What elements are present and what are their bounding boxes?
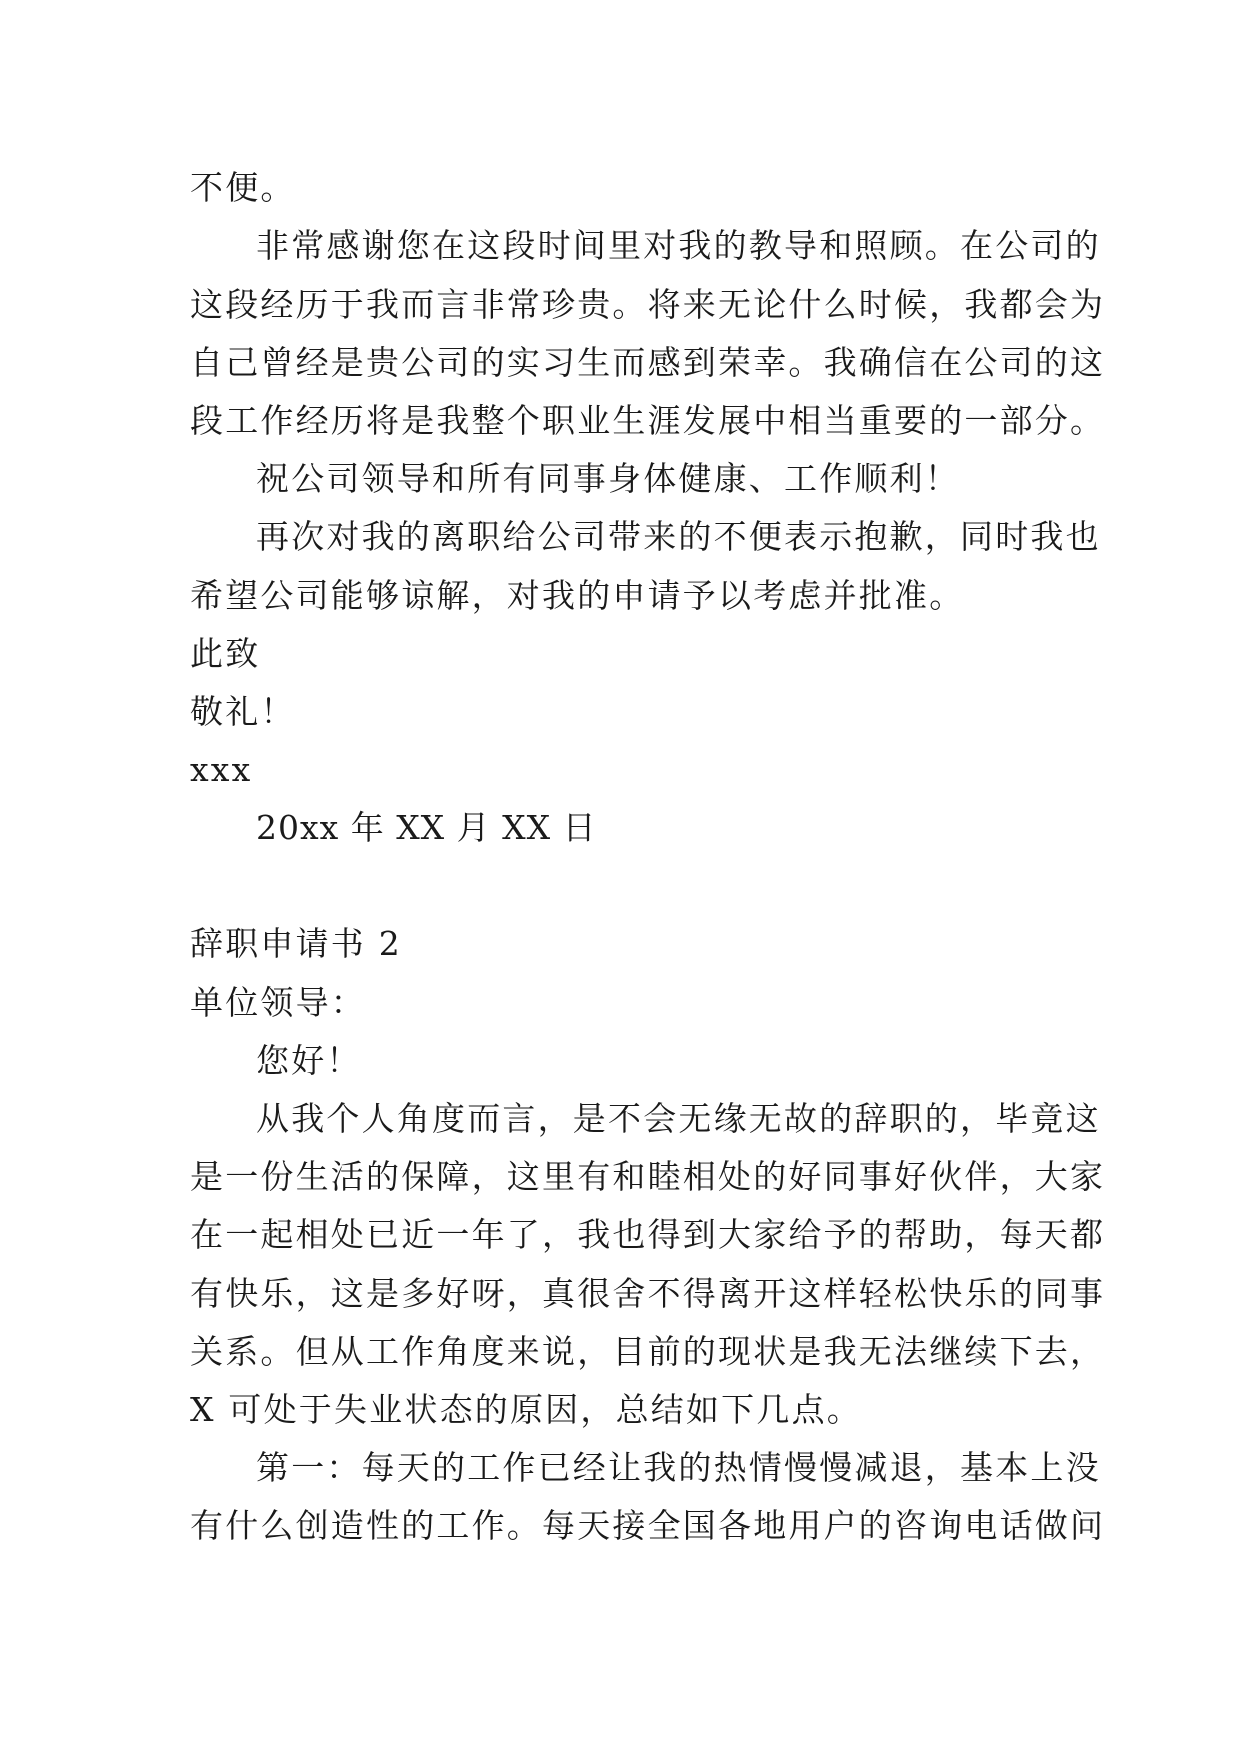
paragraph-line: 第一：每天的工作已经让我的热情慢慢减退，基本上没 bbox=[256, 1448, 1101, 1487]
paragraph-line: 不便。 bbox=[190, 168, 296, 207]
salutation: 单位领导： bbox=[190, 983, 366, 1022]
paragraph-line: 段工作经历将是我整个职业生涯发展中相当重要的一部分。 bbox=[190, 401, 1106, 440]
paragraph-line: 有快乐，这是多好呀，真很舍不得离开这样轻松快乐的同事 bbox=[190, 1274, 1106, 1313]
paragraph-line: 祝公司领导和所有同事身体健康、工作顺利！ bbox=[256, 459, 960, 498]
paragraph-line: 非常感谢您在这段时间里对我的教导和照顾。在公司的 bbox=[256, 226, 1101, 265]
paragraph-line: 有什么创造性的工作。每天接全国各地用户的咨询电话做问 bbox=[190, 1506, 1106, 1545]
paragraph-line: 这段经历于我而言非常珍贵。将来无论什么时候，我都会为 bbox=[190, 285, 1106, 324]
greeting: 您好！ bbox=[256, 1041, 362, 1080]
section-title: 辞职申请书 2 bbox=[190, 924, 402, 963]
paragraph-line: 关系。但从工作角度来说，目前的现状是我无法继续下去， bbox=[190, 1332, 1106, 1371]
signature: xxx bbox=[190, 750, 253, 789]
closing-line: 敬礼！ bbox=[190, 692, 296, 731]
paragraph-line: 再次对我的离职给公司带来的不便表示抱歉，同时我也 bbox=[256, 517, 1101, 556]
paragraph-line: 从我个人角度而言，是不会无缘无故的辞职的，毕竟这 bbox=[256, 1099, 1101, 1138]
paragraph-line: 自己曾经是贵公司的实习生而感到荣幸。我确信在公司的这 bbox=[190, 343, 1106, 382]
date-line: 20xx 年 XX 月 XX 日 bbox=[256, 808, 597, 847]
paragraph-line: 是一份生活的保障，这里有和睦相处的好同事好伙伴，大家 bbox=[190, 1157, 1106, 1196]
paragraph-line: X 可处于失业状态的原因，总结如下几点。 bbox=[190, 1390, 862, 1429]
closing-line: 此致 bbox=[190, 634, 261, 673]
paragraph-line: 希望公司能够谅解，对我的申请予以考虑并批准。 bbox=[190, 576, 965, 615]
paragraph-line: 在一起相处已近一年了，我也得到大家给予的帮助，每天都 bbox=[190, 1215, 1106, 1254]
